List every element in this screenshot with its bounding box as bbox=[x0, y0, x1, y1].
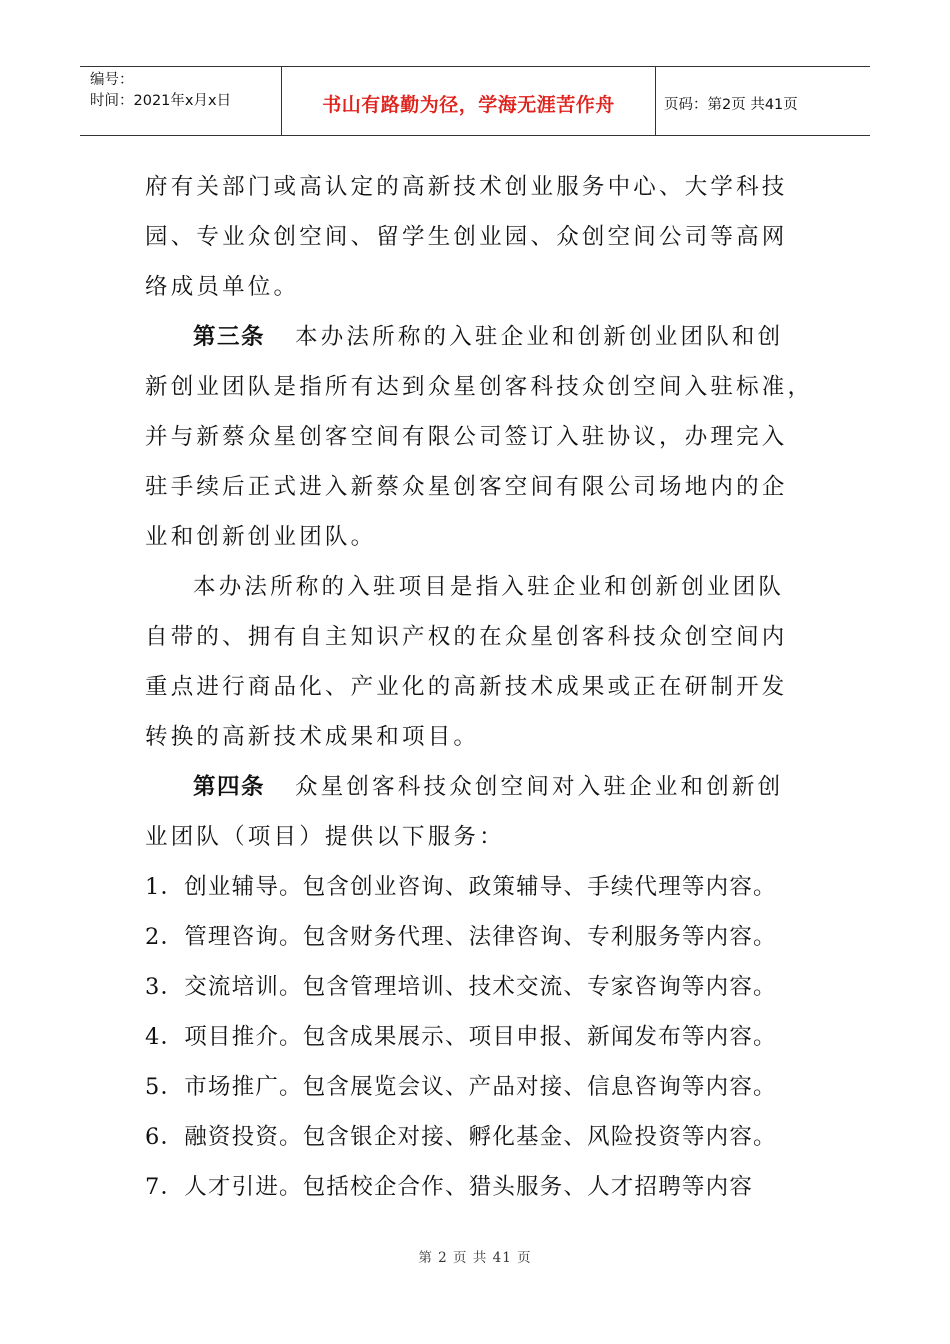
code-label: 编号： bbox=[90, 72, 134, 88]
header-motto: 书山有路勤为径，学海无涯苦作舟 bbox=[282, 67, 656, 135]
text-line: 络成员单位。 bbox=[145, 274, 300, 300]
services-list bbox=[145, 865, 810, 1215]
article-4-title: 第四条 bbox=[193, 774, 266, 800]
document-body bbox=[145, 165, 814, 1215]
article-3-title: 第三条 bbox=[193, 324, 266, 350]
list-item: 2．管理咨询。包含财务代理、法律咨询、专利服务等内容。 bbox=[145, 924, 777, 950]
text-line: 新创业团队是指所有达到众星创客科技众创空间入驻标准， bbox=[145, 374, 814, 400]
text-line: 并与新蔡众星创客空间有限公司签订入驻协议，办理完入 bbox=[145, 424, 788, 450]
text-line: 转换的高新技术成果和项目。 bbox=[145, 724, 480, 750]
article-4-text: 众星创客科技众创空间对入驻企业和创新创 bbox=[295, 774, 784, 800]
text-line: 府有关部门或高认定的高新技术创业服务中心、大学科技 bbox=[145, 174, 788, 200]
list-item: 3．交流培训。包含管理培训、技术交流、专家咨询等内容。 bbox=[145, 974, 777, 1000]
page-footer: 第 2 页 共 41 页 bbox=[418, 1250, 532, 1266]
header-meta bbox=[80, 67, 282, 135]
article-3-first-line bbox=[145, 315, 810, 365]
header-page-info: 页码：第2页 共41页 bbox=[664, 96, 798, 113]
text-line: 驻手续后正式进入新蔡众星创客空间有限公司场地内的企 bbox=[145, 474, 788, 500]
list-item: 6．融资投资。包含银企对接、孵化基金、风险投资等内容。 bbox=[145, 1124, 777, 1150]
article-3-text: 本办法所称的入驻企业和创新创业团队和创 bbox=[295, 324, 784, 350]
text-line: 业和创新创业团队。 bbox=[145, 524, 377, 550]
list-item: 4．项目推介。包含成果展示、项目申报、新闻发布等内容。 bbox=[145, 1024, 777, 1050]
time-label: 时间：2021年x月x日 bbox=[90, 93, 232, 109]
list-item: 7．人才引进。包括校企合作、猎头服务、人才招聘等内容 bbox=[145, 1174, 754, 1200]
list-item: 5．市场推广。包含展览会议、产品对接、信息咨询等内容。 bbox=[145, 1074, 777, 1100]
text-line: 自带的、拥有自主知识产权的在众星创客科技众创空间内 bbox=[145, 624, 788, 650]
text-line: 业团队（项目）提供以下服务： bbox=[145, 824, 505, 850]
text-line: 本办法所称的入驻项目是指入驻企业和创新创业团队 bbox=[193, 574, 785, 600]
list-item: 1．创业辅导。包含创业咨询、政策辅导、手续代理等内容。 bbox=[145, 874, 777, 900]
text-line: 园、专业众创空间、留学生创业园、众创空间公司等高网 bbox=[145, 224, 788, 250]
page-header bbox=[80, 66, 870, 136]
article-4-first-line bbox=[145, 765, 810, 815]
text-line: 重点进行商品化、产业化的高新技术成果或正在研制开发 bbox=[145, 674, 788, 700]
